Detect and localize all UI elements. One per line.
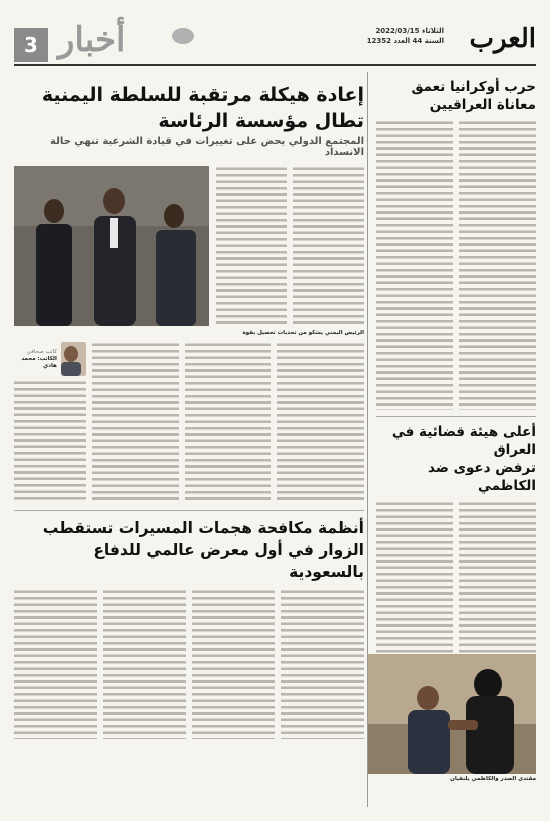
date-line: الثلاثاء 2022/03/15 [375,27,444,35]
page-number-badge: 3 [14,28,48,62]
ukraine-story-headline: حرب أوكرانيا تعمق معاناة العراقيين [411,79,536,113]
second-headline: أنظمة مكافحة هجمات المسيرات تستقطب الزوار في أول معرض عالمي للدفاع بالسعودية [42,519,364,581]
author-column [14,342,86,502]
main-story-text-col-3 [277,342,364,502]
second-story-text-col-1 [281,589,364,739]
main-story-text-col-6 [14,380,86,502]
divider [376,416,536,417]
sadr-kadhimi-figure [368,654,536,784]
ukraine-story-text-col-2 [376,120,453,410]
main-story-right-text [216,166,364,326]
author-photo [61,342,86,376]
main-column [14,72,364,807]
divider [14,510,364,511]
yemen-photo-caption: الرئيس اليمني يشكو من تحديات تحصيل بقوة [242,330,364,336]
main-headline: إعادة هيكلة مرتقبة للسلطة اليمنية تطال مؤسسة الرئاسة [41,84,364,132]
main-story-top [14,166,364,336]
section-title: أخبار [58,20,126,60]
main-story-text-col-4 [185,342,272,502]
issue-line: السنة 44 العدد 12352 [366,37,444,45]
second-story-body [14,589,364,739]
author-label: كاتب صحافي [26,348,57,355]
author-box [14,342,86,376]
main-subheadline: المجتمع الدولي يحض على تغييرات في قيادة الشرعية تنهي حالة الانسداد [50,136,364,158]
yemen-president-photo-art [14,166,209,326]
iraq-court-story-headline: أعلى هيئة قضائية في العراق ترفض دعوى ضد الكاظمي [391,424,536,494]
author-name: الكاتب: محمد هادي [21,355,57,369]
masthead [14,14,536,66]
newspaper-logo: العرب [469,24,536,54]
yemen-president-photo [14,166,209,326]
sadr-kadhimi-photo [368,654,536,774]
ukraine-story-text-col-1 [459,120,536,410]
main-story-text-col-2 [216,166,287,326]
second-story-text-col-2 [192,589,275,739]
issue-info [367,26,444,46]
main-story-text-col-1 [293,166,364,326]
second-story-text-col-4 [14,589,97,739]
sadr-kadhimi-caption: مقتدى الصدر والكاظمي يلتقيان [450,776,536,782]
speech-bubble-icon [172,28,194,44]
second-story-text-col-3 [103,589,186,739]
main-story-text-col-5 [92,342,179,502]
author-info [14,349,57,370]
ukraine-story-body [376,120,536,410]
sadr-kadhimi-photo-art [368,654,536,774]
main-story-lower [14,342,364,502]
